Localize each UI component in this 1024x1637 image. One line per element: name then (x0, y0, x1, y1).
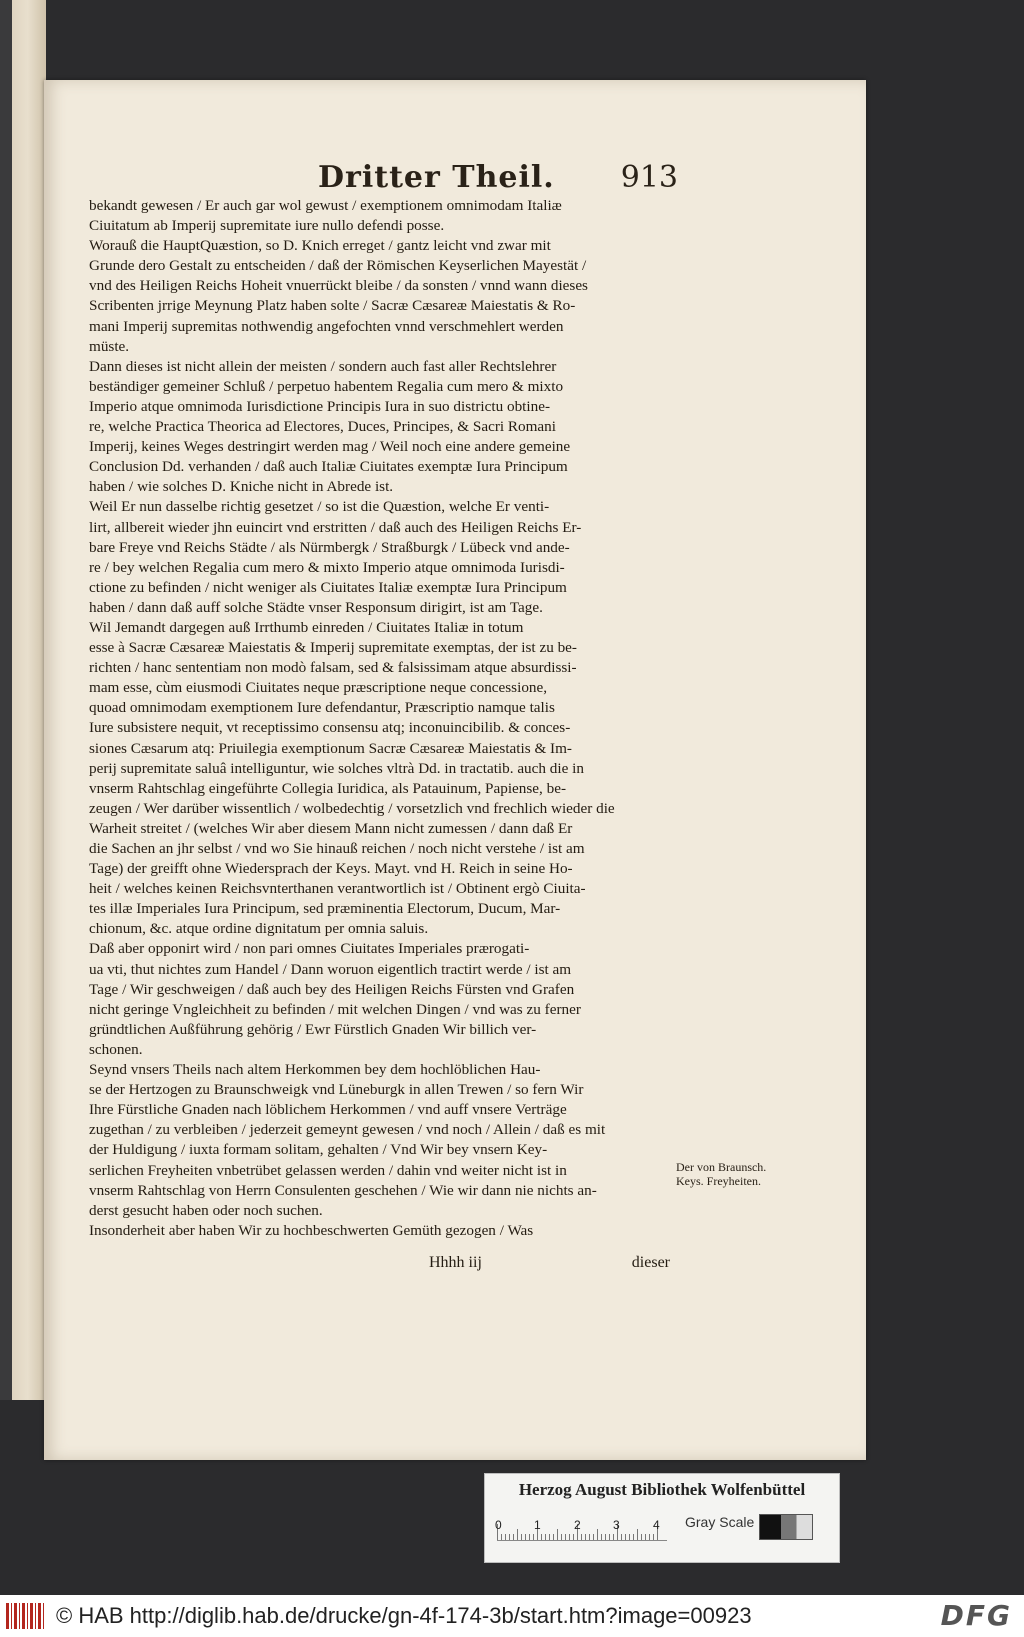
adjacent-page-edge (0, 0, 46, 1400)
text-line: Grunde dero Gestalt zu entscheiden / daß der Römischen Keyserlichen Mayestät / (89, 257, 587, 275)
ruler-number: 4 (653, 1518, 660, 1532)
ruler-tick (517, 1529, 518, 1540)
ruler-tick (545, 1534, 546, 1540)
text-line: lirt, allbereit wieder jhn euincirt vnd erstritten / daß auch des Heiligen Reichs Er- (89, 518, 582, 536)
ruler-tick (505, 1534, 506, 1540)
text-line: vnserm Rahtschlag eingeführte Collegia Iuridica, als Patauinum, Papiense, be- (89, 779, 567, 797)
text-line: Warheit streitet / (welches Wir aber diesem Mann nicht zumessen / dann daß Er (89, 819, 573, 837)
scale-ruler (497, 1510, 667, 1541)
text-line: mam esse, cùm eiusmodi Ciuitates neque præscriptione neque concessione, (89, 679, 548, 697)
ruler-number: 1 (534, 1518, 541, 1532)
ruler-tick (633, 1534, 634, 1540)
text-line: chionum, &c. atque ordine dignitatum per omnia saluis. (89, 920, 429, 938)
ruler-tick (649, 1534, 650, 1540)
text-line: haben / wie solches D. Kniche nicht in Abrede ist. (89, 478, 394, 496)
text-line: bekandt gewesen / Er auch gar wol gewust / exemptionem omnimodam Italiæ (89, 197, 562, 214)
ruler-tick (625, 1534, 626, 1540)
text-line: esse à Sacræ Cæsareæ Maiestatis & Imperij supremitate exemptas, der ist zu be- (89, 639, 577, 657)
dfg-logo: DFG (940, 1599, 1012, 1632)
barcode-icon (6, 1603, 46, 1629)
text-line: bare Freye vnd Reichs Städte / als Nürmbergk / Straßburgk / Lübeck vnd ande- (89, 538, 570, 556)
ruler-tick (501, 1534, 502, 1540)
ruler-tick (553, 1534, 554, 1540)
text-line: re / bey welchen Regalia cum mero & mixto Imperio atque omnimoda Iurisdi- (89, 558, 565, 576)
text-line: schonen. (89, 1040, 143, 1058)
text-line: se der Hertzogen zu Braunschweigk vnd Lüneburgk in allen Trewen / so fern Wir (89, 1081, 584, 1099)
ruler-tick (597, 1529, 598, 1540)
marginal-note-line: Der von Braunsch. (676, 1160, 767, 1174)
text-line: zeugen / Wer darüber wissentlich / wolbedechtig / vorsetzlich vnd frechlich wieder die (89, 799, 615, 817)
text-line: Wil Jemandt dargegen auß Irrthumb einreden / Ciuitates Italiæ in totum (89, 618, 524, 636)
text-line: Weil Er nun dasselbe richtig gesetzet / so ist die Quæstion, welche Er venti- (89, 498, 550, 516)
grayscale-label: Gray Scale (685, 1514, 755, 1530)
text-line: der Huldigung / iuxta formam solitam, gehalten / Vnd Wir bey vnsern Key- (89, 1141, 548, 1159)
text-line: Tage / Wir geschweigen / daß auch bey des Heiligen Reichs Fürsten vnd Grafen (89, 980, 575, 998)
ruler-tick (641, 1534, 642, 1540)
text-line: vnd des Heiligen Reichs Hoheit vnuerrückt bleibe / da sonsten / vnnd wann dieses (89, 277, 588, 295)
ruler-tick (573, 1534, 574, 1540)
ruler-number: 0 (495, 1518, 502, 1532)
text-line: Conclusion Dd. verhanden / daß auch Italiæ Ciuitates exemptæ Iura Principum (89, 458, 568, 476)
ruler-tick (629, 1534, 630, 1540)
ruler-tick (613, 1534, 614, 1540)
ruler-tick (557, 1529, 558, 1540)
ruler-tick (585, 1534, 586, 1540)
ruler-tick (521, 1534, 522, 1540)
text-line: die Sachen an jhr selbst / vnd wo Sie hinauß reichen / noch nicht verstehe / ist am (89, 840, 585, 857)
text-line: tes illæ Imperiales Iura Principum, sed præminentia Electorum, Ducum, Mar- (89, 900, 561, 918)
page-number: 913 (620, 160, 678, 195)
ruler-tick (581, 1534, 582, 1540)
running-title: Dritter Theil. (318, 160, 555, 195)
text-line: Seynd vnsers Theils nach altem Herkommen bey dem hochlöblichen Hau- (89, 1061, 541, 1079)
source-url[interactable]: © HAB http://diglib.hab.de/drucke/gn-4f-174-3b/start.htm?image=00923 (56, 1603, 752, 1628)
library-label-card (484, 1473, 840, 1563)
text-line: Insonderheit aber haben Wir zu hochbeschwerten Gemüth gezogen / Was (89, 1221, 534, 1239)
library-name: Herzog August Bibliothek Wolfenbüttel (518, 1480, 806, 1499)
catchword: dieser (631, 1254, 670, 1271)
text-line: Ciuitatum ab Imperij supremitate iure nullo defendi posse. (89, 217, 445, 235)
text-line: heit / welches keinen Reichsvnterthanen verantwortlich ist / Obtinent ergò Ciuita- (89, 880, 586, 898)
text-line: beständiger gemeiner Schluß / perpetuo habentem Regalia cum mero & mixto (89, 377, 564, 395)
ruler-tick (609, 1534, 610, 1540)
ruler-tick (621, 1534, 622, 1540)
text-line: vnserm Rahtschlag von Herrn Consulenten geschehen / Wie wir dann nie nichts an- (89, 1181, 597, 1199)
signature-mark: Hhhh iij (429, 1254, 482, 1271)
marginal-note-line: Keys. Freyheiten. (676, 1174, 761, 1188)
text-line: Worauß die HauptQuæstion, so D. Knich erreget / gantz leicht vnd zwar mit (89, 237, 551, 255)
ruler-tick (533, 1534, 534, 1540)
ruler-tick (645, 1534, 646, 1540)
text-line: Scribenten jrrige Meynung Platz haben solte / Sacræ Cæsareæ Maiestatis & Ro- (89, 297, 576, 315)
ruler-tick (569, 1534, 570, 1540)
text-line: serlichen Freyheiten vnbetrübet gelassen werden / dahin vnd weiter nicht ist in (89, 1161, 567, 1179)
text-line: haben / dann daß auff solche Städte vnser Responsum dirigirt, ist am Tage. (89, 598, 543, 616)
ruler-tick (601, 1534, 602, 1540)
text-line: Dann dieses ist nicht allein der meisten / sondern auch fast aller Rechtslehrer (89, 357, 557, 375)
ruler-tick (541, 1534, 542, 1540)
text-line: Tage) der greifft ohne Wiedersprach der Keys. Mayt. vnd H. Reich in seine Ho- (89, 860, 573, 878)
page-footer-line (89, 1254, 678, 1276)
ruler-tick (561, 1534, 562, 1540)
text-line: richten / hanc sententiam non modò falsam, sed & falsissimam atque absurdissi- (89, 659, 577, 677)
ruler-number: 2 (574, 1518, 581, 1532)
ruler-tick (525, 1534, 526, 1540)
body-text (89, 196, 678, 1241)
text-line: Daß aber opponirt wird / non pari omnes Ciuitates Imperiales prærogati- (89, 940, 530, 958)
text-line: ua vti, thut nichtes zum Handel / Dann woruon eigentlich tractirt werde / ist am (89, 960, 572, 978)
running-head (318, 160, 678, 200)
text-line: quoad omnimodam exemptionem Iure defendantur, Præscriptio namque talis (89, 699, 555, 717)
text-line: mani Imperij supremitas nothwendig angefochten vnnd verschmehlert werden (89, 317, 564, 335)
grayscale-swatch (759, 1514, 813, 1540)
text-line: müste. (89, 337, 130, 355)
text-line: re, welche Practica Theorica ad Electores, Duces, Principes, & Sacri Romani (89, 418, 556, 436)
text-line: gründtlichen Außführung gehörig / Ewr Fürstlich Gnaden Wir billich ver- (89, 1020, 537, 1038)
text-line: nicht geringe Vngleichheit zu befinden / mit welchen Dingen / vnd was zu ferner (89, 1000, 581, 1018)
ruler-tick (605, 1534, 606, 1540)
ruler-tick (565, 1534, 566, 1540)
ruler-tick (529, 1534, 530, 1540)
text-line: perij supremitate saluâ intelliguntur, wie solches vltrà Dd. in tractatib. auch die in (89, 759, 584, 777)
text-line: ctione zu befinden / nicht weniger als Ciuitates Italiæ exemptæ Iura Principum (89, 578, 567, 596)
text-line: zugethan / zu verbleiben / jederzeit gemeynt gewesen / vnd noch / Allein / daß es mit (89, 1121, 606, 1139)
text-line: Iure subsistere nequit, vt receptissimo consensu atq; inconuincibilib. & conces- (89, 719, 571, 737)
text-line: Ihre Fürstliche Gnaden nach löblichem Herkommen / vnd auff vnsere Verträge (89, 1101, 567, 1119)
ruler-number: 3 (613, 1518, 620, 1532)
text-line: siones Cæsarum atq: Priuilegia exemptionum Sacræ Cæsareæ Maiestatis & Im- (89, 739, 572, 757)
text-line: Imperio atque omnimoda Iurisdictione Principis Iura in suo districtu obtine- (89, 397, 551, 415)
viewer-footer (0, 1595, 1024, 1637)
text-line: Imperij, keines Weges destringirt werden mag / Weil noch eine andere gemeine (89, 438, 571, 456)
ruler-tick (637, 1529, 638, 1540)
ruler-tick (509, 1534, 510, 1540)
text-line: derst gesucht haben oder noch suchen. (89, 1201, 323, 1219)
marginal-note (676, 1160, 806, 1188)
ruler-tick (593, 1534, 594, 1540)
ruler-tick (589, 1534, 590, 1540)
ruler-tick (513, 1534, 514, 1540)
ruler-tick (549, 1534, 550, 1540)
ruler-tick (653, 1534, 654, 1540)
